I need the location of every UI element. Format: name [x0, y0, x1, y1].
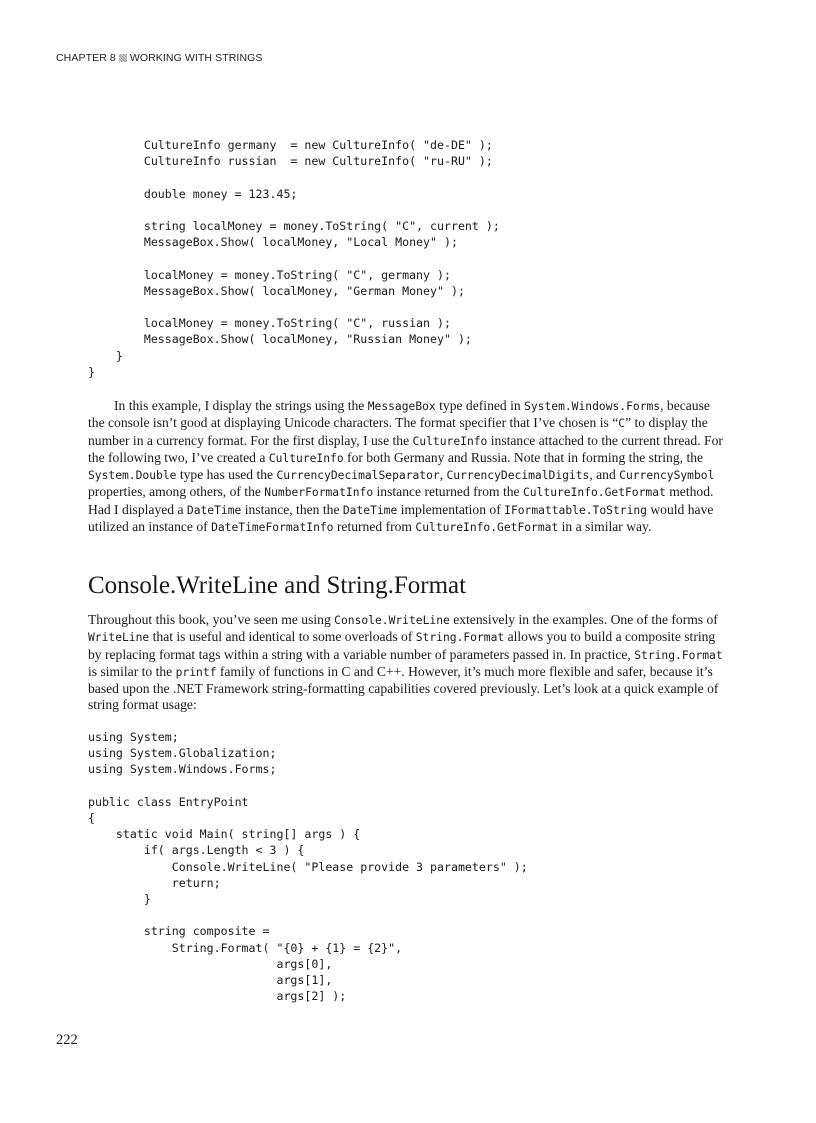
- page-number: 222: [56, 1032, 78, 1048]
- section-heading: Console.WriteLine and String.Format: [88, 572, 467, 599]
- paragraph-string-format-intro: Throughout this book, you’ve seen me using Console.WriteLine extensively in the examples. One of the forms of WriteLine that is useful and identical to some overloads of String.Format allows you to build a composite string by replacing format tags within a string with a variable number of parameters passed in. In practice, String.Format is similar to the printf family of functions in C and C++. However, it’s much more flexible and safer, because it’s based upon the .NET Framework string-formatting capabilities covered previously. Let’s look at a quick example of string format usage:: [88, 612, 723, 713]
- paragraph-messagebox-explanation: In this example, I display the strings using the MessageBox type defined in System.Windows.Forms, because the console isn’t good at displaying Unicode characters. The format specifier that I’ve chosen is “C” to display the number in a currency format. For the first display, I use the CultureInfo instance attached to the current thread. For the following two, I’ve created a CultureInfo for both Germany and Russia. Note that in forming the string, the System.Double type has used the CurrencyDecimalSeparator, CurrencyDecimalDigits, and CurrencySymbol properties, among others, of the NumberFormatInfo instance returned from the CultureInfo.GetFormat method. Had I displayed a DateTime instance, then the DateTime implementation of IFormattable.ToString would have utilized an instance of DateTimeFormatInfo returned from CultureInfo.GetFormat in a similar way.: [88, 398, 723, 535]
- separator-icon: [119, 54, 127, 62]
- chapter-title: WORKING WITH STRINGS: [129, 52, 263, 64]
- code-listing-string-format: using System; using System.Globalization; using System.Windows.Forms; public class EntryPoint { static void Main( string[] args ) { if( args.Length < 3 ) { Console.WriteLine( "Please provide 3 parameters" ); return; } string composite = String.Format( "{0} + {1} = {2}", args[0], args[1], args[2] );: [88, 730, 528, 1004]
- running-header: [56, 52, 263, 64]
- code-listing-culture: CultureInfo germany = new CultureInfo( "de-DE" ); CultureInfo russian = new CultureInfo( "ru-RU" ); double money = 123.45; string localMoney = money.ToString( "C", current ); MessageBox.Show( localMoney, "Local Money" ); localMoney = money.ToString( "C", germany ); MessageBox.Show( localMoney, "German Money" ); localMoney = money.ToString( "C", russian ); MessageBox.Show( localMoney, "Russian Money" ); } }: [88, 138, 500, 379]
- chapter-label: CHAPTER 8: [56, 52, 116, 64]
